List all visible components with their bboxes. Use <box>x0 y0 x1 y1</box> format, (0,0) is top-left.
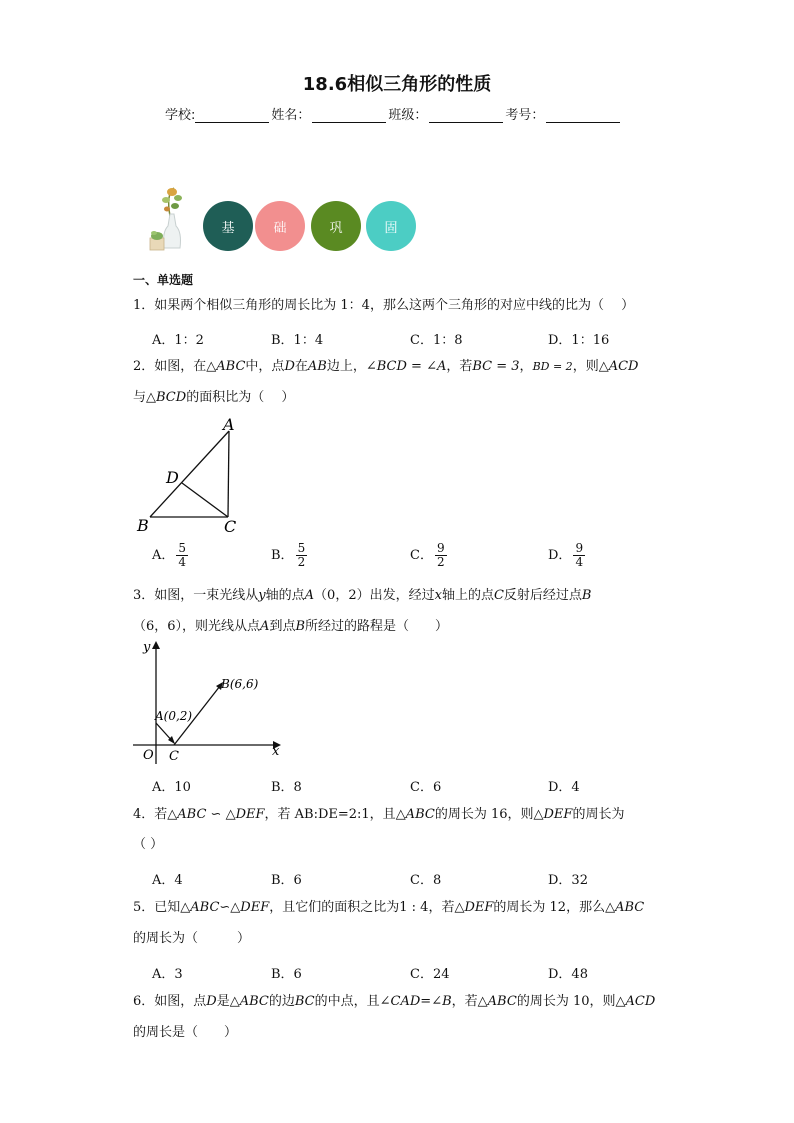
q3-point-c-label: C <box>169 749 179 764</box>
q4-option-d: D．32 <box>548 873 588 888</box>
q3-option-b: B．8 <box>271 780 302 795</box>
q2-text: 中，点 <box>245 359 285 374</box>
q1-option-c: C．1：8 <box>410 333 463 348</box>
q4-similarity: △ABC ∽ △DEF <box>167 807 265 822</box>
q2-option-b-fraction <box>296 542 308 569</box>
q2-option-b-label: B． <box>271 548 294 563</box>
q5-triangle-abc: △ABC <box>605 900 645 915</box>
q3-coordinate-figure <box>131 636 286 766</box>
q3-text: （6，6），则光线从点 <box>133 619 261 634</box>
q3-point-b: B <box>581 588 592 603</box>
q4-triangle-abc: △ABC <box>395 807 435 822</box>
q5-option-b: B．6 <box>271 967 302 982</box>
q5-similarity: △ABC∽△DEF <box>180 900 270 915</box>
badge-ji: 基 <box>203 201 253 251</box>
q5-text: 5．已知 <box>133 900 181 915</box>
q3-axis-x-label: x <box>272 744 280 759</box>
q5-option-d: D．48 <box>548 967 588 982</box>
q6-triangle-abc: △ABC <box>477 994 517 1009</box>
q2-label-c: C <box>224 517 237 536</box>
q3-point-a: A <box>304 588 315 603</box>
question-6-line-1 <box>133 987 655 1017</box>
q4-triangle-def: △DEF <box>533 807 573 822</box>
denominator: 4 <box>178 555 187 569</box>
q2-option-c-fraction <box>435 542 447 569</box>
school-label: 学校: <box>165 108 196 123</box>
q2-option-d <box>548 542 585 569</box>
name-label: 姓名： <box>271 108 311 123</box>
q3-text: 所经过的路程是（ ） <box>305 619 449 634</box>
q3-point-b-label: B(6,6) <box>221 677 259 691</box>
student-info-line <box>165 104 622 123</box>
q1-option-b: B．1：4 <box>271 333 324 348</box>
q6-text: 的边 <box>268 994 295 1009</box>
q2-text: 在 <box>294 359 308 374</box>
q2-triangle-acd: △ACD <box>598 359 639 374</box>
q2-label-d: D <box>166 468 179 487</box>
question-2-line-1 <box>133 352 638 382</box>
section-title: 一、单选题 <box>133 273 194 287</box>
q2-text: 与 <box>133 390 147 405</box>
q3-option-d: D．4 <box>548 780 580 795</box>
q2-text: ， <box>519 359 533 374</box>
q2-option-a-fraction <box>176 542 188 569</box>
number-label: 考号： <box>505 108 545 123</box>
q3-text: 反射后经过点 <box>503 588 582 603</box>
question-2-line-2 <box>133 383 294 413</box>
q2-bd-value: BD = 2 <box>532 360 573 373</box>
q4-text: ，若 AB:DE=2:1，且 <box>264 807 396 822</box>
q3-point-a-label: A(0,2) <box>155 709 193 723</box>
q2-text: 的面积比为（ ） <box>186 390 295 405</box>
q3-x: x <box>434 588 442 603</box>
q2-option-a <box>152 542 188 569</box>
q2-text: ，则 <box>572 359 599 374</box>
q5-text: ，且它们的面积之比为 <box>269 900 400 915</box>
q5-triangle-def: △DEF <box>454 900 494 915</box>
question-6-line-2: 的周长是（ ） <box>133 1025 238 1040</box>
q6-angle-equation: ∠CAD=∠B <box>379 994 452 1009</box>
q6-text: 6．如图，点 <box>133 994 207 1009</box>
numerator: 5 <box>297 541 306 555</box>
q4-text: 4．若 <box>133 807 168 822</box>
q3-text: 轴的点 <box>265 588 305 603</box>
q2-triangle-bcd: △BCD <box>146 390 187 405</box>
q5-text: 的周长为 12，那么 <box>493 900 606 915</box>
q3-point-a: A <box>260 619 270 634</box>
q6-triangle-acd: △ACD <box>615 994 656 1009</box>
q2-angle-equation: ∠BCD = ∠A <box>365 359 447 374</box>
q2-point-d: D <box>284 359 295 374</box>
q2-bc-value: BC = 3 <box>472 359 520 374</box>
badge-gong: 巩 <box>311 201 361 251</box>
class-label: 班级： <box>388 108 428 123</box>
name-blank <box>312 109 386 123</box>
q5-text: ，若 <box>428 900 455 915</box>
q2-segment-ab: AB <box>307 359 327 374</box>
q1-option-d: D．1：16 <box>548 333 610 348</box>
q2-triangle-abc: △ABC <box>206 359 246 374</box>
q5-ratio: 1 : 4 <box>399 900 429 915</box>
q3-axis-y-label: y <box>143 640 151 655</box>
q2-text: 边上， <box>326 359 366 374</box>
badge-chu: 础 <box>255 201 305 251</box>
question-3-line-1 <box>133 581 591 611</box>
page-title: 18.6相似三角形的性质 <box>302 74 492 95</box>
q2-option-c-label: C． <box>410 548 433 563</box>
q3-option-a: A．10 <box>152 780 191 795</box>
q3-text: （0，2）出发，经过 <box>314 588 435 603</box>
q6-text: 的中点，且 <box>314 994 380 1009</box>
denominator: 2 <box>436 555 445 569</box>
question-1-text: 1．如果两个相似三角形的周长比为 1：4，那么这两个三角形的对应中线的比为（ ） <box>133 298 635 313</box>
numerator: 9 <box>436 541 445 555</box>
q3-point-c: C <box>493 588 504 603</box>
denominator: 2 <box>297 555 306 569</box>
q6-text: 是 <box>216 994 230 1009</box>
class-blank <box>429 109 503 123</box>
q4-text: 的周长为 16，则 <box>434 807 534 822</box>
q6-text: 的周长为 10，则 <box>516 994 616 1009</box>
q2-option-c <box>410 542 447 569</box>
denominator: 4 <box>575 555 584 569</box>
q2-option-d-fraction <box>573 542 585 569</box>
q4-option-c: C．8 <box>410 873 442 888</box>
q6-point-d: D <box>206 994 217 1009</box>
plant-vase-icon <box>148 186 198 254</box>
q5-option-a: A．3 <box>152 967 183 982</box>
q4-option-a: A．4 <box>152 873 183 888</box>
question-4-line-2: （ ） <box>133 837 164 852</box>
q2-label-b: B <box>137 516 149 535</box>
q3-text: 3．如图，一束光线从 <box>133 588 259 603</box>
q6-segment-bc: BC <box>294 994 315 1009</box>
q2-option-b <box>271 542 307 569</box>
q2-label-a: A <box>223 415 235 434</box>
q3-origin-label: O <box>143 748 154 763</box>
q2-triangle-figure <box>133 414 243 538</box>
q3-text: 到点 <box>269 619 296 634</box>
q2-text: ，若 <box>446 359 473 374</box>
q6-text: ，若 <box>451 994 478 1009</box>
q2-text: 2．如图，在 <box>133 359 207 374</box>
q6-triangle-abc: △ABC <box>229 994 269 1009</box>
q3-option-c: C．6 <box>410 780 442 795</box>
q1-option-a: A．1：2 <box>152 333 204 348</box>
q2-option-d-label: D． <box>548 548 572 563</box>
number-blank <box>546 109 620 123</box>
q3-point-b: B <box>295 619 306 634</box>
q3-y: y <box>258 588 266 603</box>
numerator: 5 <box>178 541 187 555</box>
q4-text: 的周长为 <box>572 807 625 822</box>
q4-option-b: B．6 <box>271 873 302 888</box>
question-5-line-2: 的周长为（ ） <box>133 931 251 946</box>
question-4-line-1 <box>133 800 624 830</box>
q2-option-a-label: A． <box>152 548 175 563</box>
q5-option-c: C．24 <box>410 967 450 982</box>
badge-gu: 固 <box>366 201 416 251</box>
school-blank <box>195 109 269 123</box>
numerator: 9 <box>575 541 584 555</box>
q3-text: 轴上的点 <box>441 588 494 603</box>
question-5-line-1 <box>133 893 644 923</box>
